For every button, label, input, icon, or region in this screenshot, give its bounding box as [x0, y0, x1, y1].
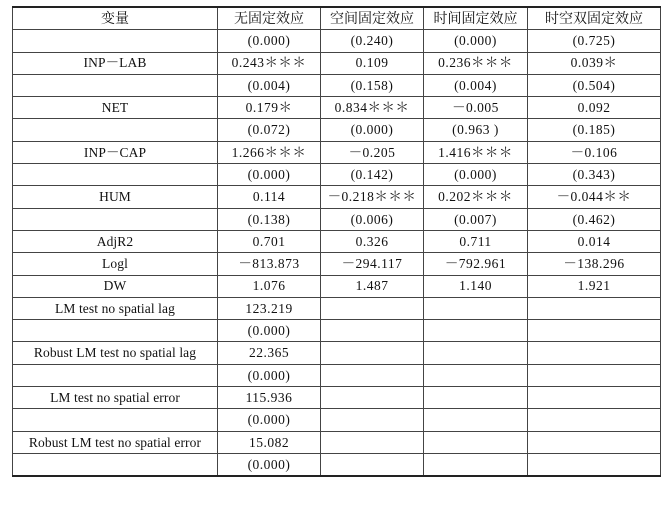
regression-results-table-wrapper: [12, 6, 660, 477]
header-variable: 变量: [13, 7, 218, 30]
cell-spatial-fixed: 1.487: [321, 275, 424, 297]
row-label: INP－LAB: [13, 52, 218, 74]
cell-spatial-fixed: －294.117: [321, 253, 424, 275]
cell-no-fixed: 0.179＊: [218, 97, 321, 119]
cell-no-fixed: 1.076: [218, 275, 321, 297]
cell-no-fixed: 123.219: [218, 297, 321, 319]
cell-two-way-fixed: [528, 453, 661, 476]
table-row: [13, 97, 661, 119]
cell-time-fixed: [424, 297, 528, 319]
row-label: [13, 453, 218, 476]
cell-two-way-fixed: [528, 364, 661, 386]
cell-spatial-fixed: [321, 342, 424, 364]
cell-time-fixed: [424, 431, 528, 453]
table-row: [13, 30, 661, 52]
cell-spatial-fixed: 0.326: [321, 230, 424, 252]
cell-two-way-fixed: [528, 431, 661, 453]
cell-spatial-fixed: 0.109: [321, 52, 424, 74]
cell-no-fixed: 1.266＊＊＊: [218, 141, 321, 163]
cell-no-fixed: 0.114: [218, 186, 321, 208]
cell-two-way-fixed: (0.462): [528, 208, 661, 230]
cell-spatial-fixed: [321, 453, 424, 476]
cell-two-way-fixed: 0.014: [528, 230, 661, 252]
cell-two-way-fixed: －0.044＊＊: [528, 186, 661, 208]
row-label: LM test no spatial lag: [13, 297, 218, 319]
cell-no-fixed: (0.000): [218, 320, 321, 342]
row-label: Logl: [13, 253, 218, 275]
cell-spatial-fixed: (0.006): [321, 208, 424, 230]
table-row: [13, 230, 661, 252]
row-label: [13, 74, 218, 96]
row-label: INP－CAP: [13, 141, 218, 163]
cell-time-fixed: 0.202＊＊＊: [424, 186, 528, 208]
cell-two-way-fixed: (0.185): [528, 119, 661, 141]
cell-two-way-fixed: [528, 320, 661, 342]
table-row: [13, 387, 661, 409]
table-row: [13, 297, 661, 319]
row-label: [13, 409, 218, 431]
cell-no-fixed: (0.000): [218, 30, 321, 52]
table-row: [13, 320, 661, 342]
cell-two-way-fixed: [528, 297, 661, 319]
cell-time-fixed: －792.961: [424, 253, 528, 275]
cell-time-fixed: 1.416＊＊＊: [424, 141, 528, 163]
cell-spatial-fixed: 0.834＊＊＊: [321, 97, 424, 119]
cell-no-fixed: 15.082: [218, 431, 321, 453]
table-row: [13, 453, 661, 476]
cell-spatial-fixed: －0.205: [321, 141, 424, 163]
cell-no-fixed: 0.243＊＊＊: [218, 52, 321, 74]
header-row: [13, 7, 661, 30]
cell-spatial-fixed: [321, 297, 424, 319]
cell-no-fixed: －813.873: [218, 253, 321, 275]
table-row: [13, 186, 661, 208]
cell-time-fixed: 0.236＊＊＊: [424, 52, 528, 74]
row-label: AdjR2: [13, 230, 218, 252]
row-label: LM test no spatial error: [13, 387, 218, 409]
cell-spatial-fixed: [321, 320, 424, 342]
cell-time-fixed: (0.004): [424, 74, 528, 96]
cell-two-way-fixed: －138.296: [528, 253, 661, 275]
table-row: [13, 342, 661, 364]
cell-time-fixed: (0.000): [424, 30, 528, 52]
cell-no-fixed: (0.000): [218, 164, 321, 186]
cell-two-way-fixed: (0.725): [528, 30, 661, 52]
row-label: [13, 364, 218, 386]
cell-two-way-fixed: －0.106: [528, 141, 661, 163]
row-label: Robust LM test no spatial error: [13, 431, 218, 453]
header-time-fixed-effect: 时间固定效应: [424, 7, 528, 30]
cell-no-fixed: (0.000): [218, 364, 321, 386]
cell-time-fixed: －0.005: [424, 97, 528, 119]
row-label: Robust LM test no spatial lag: [13, 342, 218, 364]
row-label: [13, 119, 218, 141]
cell-no-fixed: (0.138): [218, 208, 321, 230]
cell-spatial-fixed: (0.000): [321, 119, 424, 141]
regression-results-table: [12, 6, 661, 477]
cell-spatial-fixed: [321, 431, 424, 453]
cell-no-fixed: (0.072): [218, 119, 321, 141]
cell-spatial-fixed: －0.218＊＊＊: [321, 186, 424, 208]
row-label: [13, 30, 218, 52]
cell-spatial-fixed: [321, 387, 424, 409]
cell-spatial-fixed: [321, 409, 424, 431]
cell-two-way-fixed: [528, 409, 661, 431]
table-row: [13, 275, 661, 297]
cell-no-fixed: (0.000): [218, 409, 321, 431]
cell-no-fixed: 0.701: [218, 230, 321, 252]
cell-time-fixed: 0.711: [424, 230, 528, 252]
cell-two-way-fixed: [528, 387, 661, 409]
table-row: [13, 74, 661, 96]
table-row: [13, 431, 661, 453]
row-label: HUM: [13, 186, 218, 208]
cell-two-way-fixed: 0.092: [528, 97, 661, 119]
cell-spatial-fixed: (0.158): [321, 74, 424, 96]
cell-no-fixed: (0.000): [218, 453, 321, 476]
header-spatial-fixed-effect: 空间固定效应: [321, 7, 424, 30]
table-row: [13, 253, 661, 275]
header-no-fixed-effect: 无固定效应: [218, 7, 321, 30]
cell-time-fixed: [424, 342, 528, 364]
cell-time-fixed: [424, 453, 528, 476]
cell-spatial-fixed: [321, 364, 424, 386]
cell-no-fixed: 22.365: [218, 342, 321, 364]
header-two-way-fixed-effect: 时空双固定效应: [528, 7, 661, 30]
table-row: [13, 364, 661, 386]
cell-two-way-fixed: 0.039＊: [528, 52, 661, 74]
cell-time-fixed: (0.963 ): [424, 119, 528, 141]
row-label: DW: [13, 275, 218, 297]
row-label: [13, 208, 218, 230]
table-row: [13, 119, 661, 141]
cell-spatial-fixed: (0.142): [321, 164, 424, 186]
cell-two-way-fixed: [528, 342, 661, 364]
cell-time-fixed: [424, 364, 528, 386]
cell-two-way-fixed: (0.504): [528, 74, 661, 96]
cell-time-fixed: [424, 409, 528, 431]
table-row: [13, 208, 661, 230]
cell-spatial-fixed: (0.240): [321, 30, 424, 52]
table-row: [13, 164, 661, 186]
row-label: [13, 320, 218, 342]
table-row: [13, 52, 661, 74]
cell-time-fixed: (0.000): [424, 164, 528, 186]
cell-time-fixed: [424, 320, 528, 342]
cell-time-fixed: (0.007): [424, 208, 528, 230]
cell-two-way-fixed: 1.921: [528, 275, 661, 297]
table-row: [13, 141, 661, 163]
cell-no-fixed: (0.004): [218, 74, 321, 96]
cell-two-way-fixed: (0.343): [528, 164, 661, 186]
cell-time-fixed: [424, 387, 528, 409]
cell-time-fixed: 1.140: [424, 275, 528, 297]
cell-no-fixed: 115.936: [218, 387, 321, 409]
table-row: [13, 409, 661, 431]
row-label: [13, 164, 218, 186]
row-label: NET: [13, 97, 218, 119]
